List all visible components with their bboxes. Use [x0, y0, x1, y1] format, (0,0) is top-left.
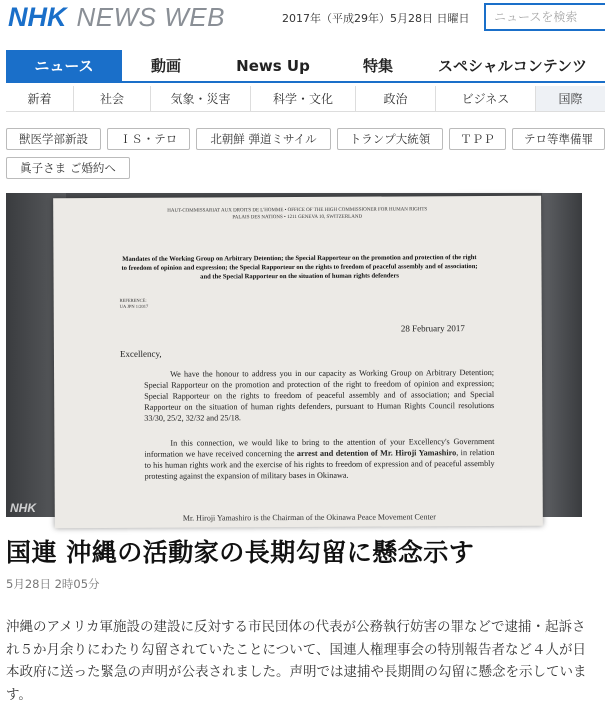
topic-tag[interactable]: トランプ大統領 — [337, 128, 443, 150]
photo-watermark: NHK — [10, 501, 36, 515]
topic-tag[interactable]: 北朝鮮 弾道ミサイル — [196, 128, 331, 150]
current-date: 2017年（平成29年）5月28日 日曜日 — [282, 12, 470, 25]
main-nav-item-feature[interactable]: 特集 — [362, 57, 393, 75]
sub-nav-item-business[interactable]: ビジネス — [436, 86, 536, 111]
main-nav-item-newsup[interactable]: News Up — [236, 56, 310, 75]
logo-newsweb: NEWS WEB — [76, 2, 225, 32]
letter-paragraph — [144, 436, 494, 482]
sub-nav-item-weather[interactable]: 気象・災害 — [151, 86, 251, 111]
article-timestamp: 5月28日 2時05分 — [6, 577, 100, 591]
letter-body — [144, 367, 495, 496]
sub-nav-item-science[interactable]: 科学・文化 — [251, 86, 356, 111]
topic-tag[interactable]: 眞子さま ご婚約へ — [6, 157, 130, 179]
sub-nav-item-politics[interactable]: 政治 — [356, 86, 436, 111]
search-box[interactable] — [484, 3, 605, 31]
topic-tag[interactable]: テロ等準備罪 — [512, 128, 605, 150]
sub-nav — [6, 86, 605, 112]
logo-nhk: NHK — [8, 2, 67, 32]
letter-bold-text: arrest and detention of Mr. Hiroji Yamashiro — [296, 448, 457, 459]
search-input[interactable] — [486, 5, 605, 29]
main-nav-item-news[interactable]: ニュース — [6, 50, 122, 81]
letter-text: , in relation to his human rights work and the exercise of his rights to freedom of expression and of peaceful assembly protesting against the expansion of military bases in Okinawa. — [144, 447, 495, 481]
main-nav-item-video[interactable]: 動画 — [150, 57, 181, 75]
letter-letterhead: HAUT-COMMISSARIAT AUX DROITS DE L'HOMME • OFFICE OF THE HIGH COMMISSIONER FOR HUMAN RIGHTS PALAIS DES NATIONS • 1211 GENEVA 10, SWITZERLAND — [167, 207, 428, 221]
letter-paragraph: We have the honour to address you in our capacity as Working Group on Arbitrary Detention; Special Rapporteur on the promotion and protection of the right to freedom of opinion and expression; Special Rapporteur on the rights to freedom of peaceful assembly and of association; and Special Rapporteur on the situation of human rights defenders, pursuant to Human Rights Council resolutions 33/30, 25/2, 32/32 and 25/18. — [144, 367, 495, 423]
topic-tag[interactable]: 獣医学部新設 — [6, 128, 101, 150]
site-logo[interactable] — [8, 2, 225, 32]
article-headline: 国連 沖縄の活動家の長期勾留に懸念示す — [6, 538, 475, 567]
letter-cut-line: Mr. Hiroji Yamashiro is the Chairman of the Okinawa Peace Movement Center — [182, 512, 436, 523]
letter-date: 28 February 2017 — [400, 323, 465, 334]
main-nav — [6, 50, 605, 83]
site-header — [0, 0, 605, 42]
main-nav-item-special[interactable]: スペシャルコンテンツ — [438, 57, 587, 75]
topic-tag[interactable]: ＴＰＰ — [449, 128, 506, 150]
article-body: 沖縄のアメリカ軍施設の建設に反対する市民団体の代表が公務執行妨害の罪などで逮捕・起訴され５か月余りにわたり勾留されていたことについて、国連人権理事会の特別報告者など４人が日本政府に送った緊急の声明が公表されました。声明では逮捕や長期間の勾留に懸念を示しています。 — [6, 619, 587, 703]
sub-nav-item-society[interactable]: 社会 — [74, 86, 151, 111]
topic-tag[interactable]: ＩＳ・テロ — [107, 128, 190, 150]
letter-text: In this connection, we would like to bring to the attention of your Excellency's Government information we have received concerning the — [144, 436, 495, 459]
letter-document — [53, 196, 543, 529]
photo-background — [542, 193, 582, 517]
letter-reference: REFERENCE: UA JPN 1/2017 — [119, 297, 149, 309]
sub-nav-item-international[interactable]: 国際 — [536, 86, 605, 111]
letter-salutation: Excellency, — [119, 348, 162, 359]
sub-nav-item-latest[interactable]: 新着 — [6, 86, 74, 111]
letter-mandates: Mandates of the Working Group on Arbitrary Detention; the Special Rapporteur on the promotion and protection of the right to freedom of opinion and expression; the Special Rapporteur on the rights to freedom of peaceful assembly and of association; and the Special Rapporteur on the situation of human rights defenders — [121, 254, 478, 281]
article-photo — [6, 193, 582, 523]
